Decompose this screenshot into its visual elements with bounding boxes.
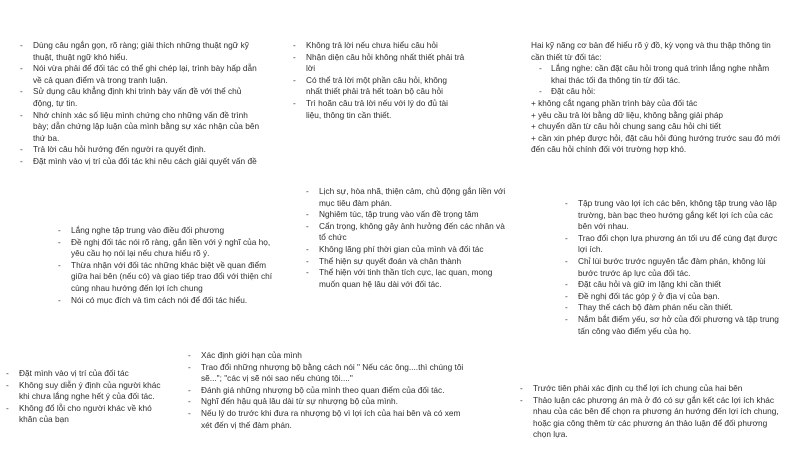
list-item: - Trao đổi những nhượng bộ bằng cách nói " Nếu các ông....thì chúng tôi sẽ..."; "các vị sẽ nói sao nếu chúng tôi...." [188, 362, 473, 385]
list-item: - Nhớ chính xác số liệu mình chứng cho những vấn đề trình bày; dẫn chứng lập luận của mình bằng sự xác nhận của bên thứ ba. [20, 110, 260, 145]
list-item: + yêu cầu trả lời bằng dữ liệu, không bằng giải pháp [531, 109, 724, 120]
list-item: - Nói vừa phải để đối tác có thể ghi chép lại, trình bày hấp dẫn về cả quan điểm và trong tranh luận. [20, 63, 260, 86]
text-block-core-skills [531, 40, 781, 156]
list-item: - Trả lời câu hỏi hướng đến người ra quyết định. [20, 144, 260, 156]
list-item: - Sử dụng câu khẳng định khi trình bày vấn đề với thể chủ động, tự tin. [20, 86, 260, 109]
list-item: - Đặt mình vào vị trí của đối tác [6, 368, 164, 380]
list-item: - Nhận diện câu hỏi không nhất thiết phải trả lời [293, 52, 465, 75]
list-item: - Tập trung vào lợi ích các bên, không tập trung vào lập trường, bàn bạc theo hướng gắng kết lợi ích của các bên với nhau. [565, 198, 787, 233]
list-item: - Thể hiện sự quyết đoán và chân thành [306, 256, 506, 268]
list-item: - Không đổ lỗi cho người khác về khó khăn của bạn [6, 403, 164, 426]
list-item: - Nói có mục đích và tìm cách nói để đối tác hiểu. [58, 295, 280, 307]
list-item: + không cắt ngang phần trình bày của đối tác [531, 97, 698, 108]
list-item: + chuyển dần từ câu hỏi chung sang câu hỏi chi tiết [531, 121, 721, 132]
list-item: - Không lãng phí thời gian của mình và đối tác [306, 244, 506, 256]
text-block-listening [58, 225, 280, 306]
text-block-empathy [6, 368, 164, 426]
list-item: - Dùng câu ngắn gọn, rõ ràng; giải thích những thuật ngữ kỹ thuật, thuật ngữ khó hiểu. [20, 40, 260, 63]
list-item: - Thừa nhận với đối tác những khác biệt về quan điểm giữa hai bên (nếu có) và giao tiếp trao đổi với thiện chí cùng nhau hướng đến lợi ích chung [58, 260, 280, 295]
list-item: - Nghiêm túc, tập trung vào vấn đề trọng tâm [306, 209, 506, 221]
list-item: - Chỉ lùi bước trước nguyên tắc đàm phán, không lùi bước trước áp lực của đối tác. [565, 256, 787, 279]
list-item: - Đề nghị đối tác nói rõ ràng, gắn liền với ý nghĩ của họ, yêu cầu họ nói lại nếu chưa hiểu rõ ý. [58, 237, 280, 260]
list-item: - Lịch sự, hòa nhã, thiện cảm, chủ động gắn liền với mục tiêu đàm phán. [306, 186, 506, 209]
list-item: - Đặt câu hỏi và giữ im lặng khi cần thiết [565, 279, 787, 291]
text-block-answering [293, 40, 465, 121]
list-item: - Thảo luận các phương án mà ở đó có sự gắn kết các lợi ích khác nhau của các bên để chọn ra phương án hướng đến lợi ích chung, hoặc gia công thêm từ các phương án thảo luận để đối phương chọn lựa. [520, 395, 782, 441]
list-item: + cần xin phép được hỏi, đặt câu hỏi đúng hướng trước sau đó mới đến câu hỏi chính đối với trường hợp khó. [531, 132, 780, 155]
text-block-common-interests [520, 383, 782, 441]
list-item: - Đánh giá những nhượng bộ của mình theo quan điểm của đối tác. [188, 385, 473, 397]
list-item: - Nắm bắt điểm yếu, sơ hở của đối phương và tập trung tấn công vào điểm yếu của họ. [565, 314, 787, 337]
list-item: - Trì hoãn câu trả lời nếu với lý do đủ tài liệu, thông tin cần thiết. [293, 98, 465, 121]
list-item: - Lắng nghe tập trung vào điều đối phương [58, 225, 280, 237]
list-item: - Đặt câu hỏi: [531, 86, 781, 98]
text-block-presentation [20, 40, 260, 168]
list-item: - Lắng nghe: cần đặt câu hỏi trong quá trình lắng nghe nhằm khai thác tối đa thông tin từ đối tác. [531, 63, 781, 86]
list-item: - Cẩn trọng, không gây ảnh hưởng đến các nhân và tổ chức [306, 221, 506, 244]
list-item: - Nếu lý do trước khi đưa ra nhượng bộ vì lợi ích của hai bên và có xem xét đến vị thế đàm phán. [188, 408, 473, 431]
text-block-concessions [188, 350, 473, 431]
list-item: Hai kỹ năng cơ bản để hiểu rõ ý đồ, kỳ vọng và thu thập thông tin cần thiết từ đối tác: [531, 40, 771, 62]
list-item: - Đề nghị đối tác góp ý ở địa vị của bạn. [565, 291, 787, 303]
list-item: - Đặt mình vào vị trí của đối tác khi nêu cách giải quyết vấn đề [20, 156, 260, 168]
text-block-attitude [306, 186, 506, 290]
list-item: - Không suy diễn ý định của người khác khi chưa lắng nghe hết ý của đối tác. [6, 380, 164, 403]
list-item: - Thay thế cách bộ đàm phán nếu cần thiết. [565, 302, 787, 314]
list-item: - Không trả lời nếu chưa hiểu câu hỏi [293, 40, 465, 52]
text-block-interests [565, 198, 787, 337]
list-item: - Trao đổi chọn lựa phương án tối ưu để cùng đạt được lợi ích. [565, 233, 787, 256]
list-item: - Có thể trả lời một phần câu hỏi, không nhất thiết phải trả hết toàn bộ câu hỏi [293, 75, 465, 98]
list-item: - Thể hiện với tinh thần tích cực, lạc quan, mong muốn quan hệ lâu dài với đối tác. [306, 267, 506, 290]
list-item: - Trước tiên phải xác định cụ thể lợi ích chung của hai bên [520, 383, 782, 395]
list-item: - Xác định giới hạn của mình [188, 350, 473, 362]
list-item: - Nghĩ đến hậu quả lâu dài từ sự nhượng bộ của mình. [188, 396, 473, 408]
